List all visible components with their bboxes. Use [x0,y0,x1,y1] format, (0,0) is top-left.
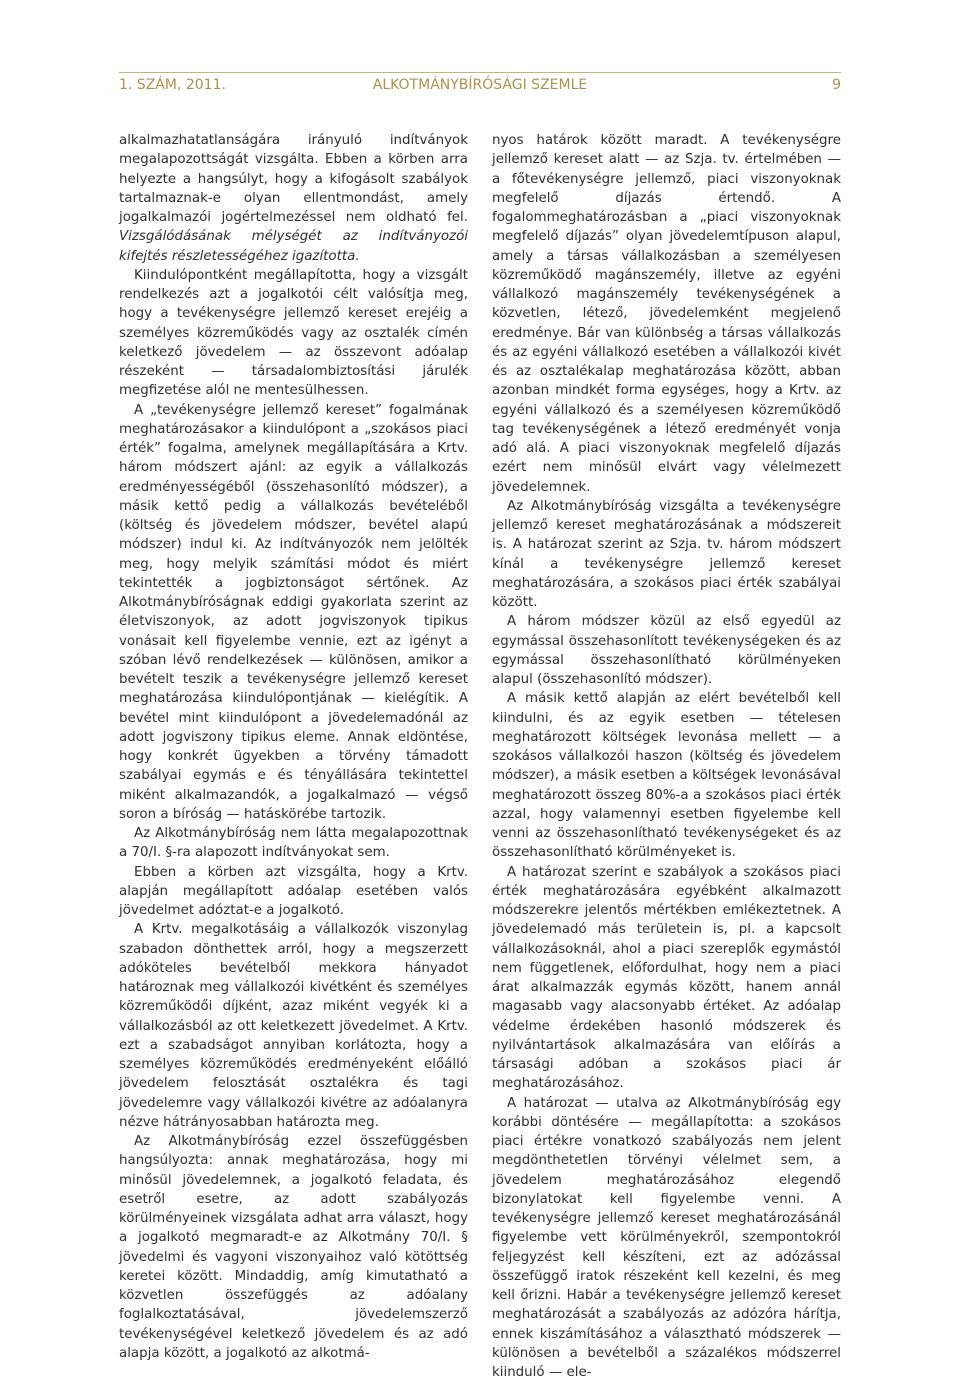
paragraph: Az Alkotmánybíróság ezzel összefüggésben hangsúlyozta: annak meghatározása, hogy mi minősül jövedelemnek, a jogalkotó feladata, és esetről esetre, az adott szabályozás körülményeinek vizsgálata adhat arra választ, hogy a jogalkotó megmaradt-e az Alkotmány 70/I. § jövedelmi és vagyoni viszonyaihoz való kötöttség keretei között. Mindaddig, amíg kimutatható a közvetlen összefüggés az adóalany foglalkoztatásával, jövedelemszerző tevékenységével keletkező jövedelem és az adó alapja között, a jogalkotó az alkotmá- [119,1132,468,1363]
paragraph: nyos határok között maradt. A tevékenységre jellemző kereset alatt — az Szja. tv. értelmében — a főtevékenységre jellemző, piaci viszonyoknak megfelelő díjazás értendő. A fogalommeghatározásban a „piaci viszonyoknak megfelelő díjazás” olyan jövedelemtípuson alapul, amely a társas vállalkozásban a személyesen közreműködő magánszemély, illetve az egyéni vállalkozó magánszemély tevékenységének a közvetlen, létező, jövedelemként megjelenő eredménye. Bár van különbség a társas vállalkozás és az egyéni vállalkozó esetében a vállalkozói kivét és az osztalékalap meghatározása között, abban azonban mindkét forma egységes, hogy a Krtv. az egyéni vállalkozó és a személyesen közreműködő tag tevékenységének a létező eredményét vonja adó alá. A piaci viszonyoknak megfelelő díjazás ezért nem minősül elvárt vagy vélelmezett jövedelemnek. [492,131,841,497]
right-column [492,131,841,1382]
paragraph: Az Alkotmánybíróság nem látta megalapozottnak a 70/I. §-ra alapozott indítványokat sem. [119,824,468,863]
paragraph: A Krtv. megalkotásáig a vállalkozók viszonylag szabadon dönthettek arról, hogy a megszerzett adóköteles bevételből mekkora hányadot határoznak meg vállalkozói kivétként és személyes közreműködői díjként, azaz miként vegyék ki a vállalkozásból az ott keletkezett jövedelmet. A Krtv. ezt a szabadságot annyiban korlátozta, hogy a személyes közreműködés eredményeként előálló jövedelem felosztását osztalékra és tagi jövedelemre vagy vállalkozói kivétre az adóalanyra nézve hátrányosabban határozta meg. [119,920,468,1132]
paragraph: A három módszer közül az első egyedül az egymással összehasonlított tevékenységeken és az egymással összehasonlítható körülményeken alapul (összehasonlító módszer). [492,612,841,689]
paragraph: Ebben a körben azt vizsgálta, hogy a Krtv. alapján megállapított adóalap esetében valós jövedelmet adóztat-e a jogalkotó. [119,863,468,921]
paragraph: A másik kettő alapján az elért bevételből kell kiindulni, és az egyik esetben — tételesen meghatározott költségek levonása mellett — a szokásos vállalkozói haszon (költség és jövedelem módszer), a másik esetben a költségek levonásával meghatározott összeg 80%-a a szokásos piaci érték azzal, hogy valamennyi esetben figyelembe kell venni az összehasonlítható tevékenységeket és az összehasonlítható körülményeket is. [492,689,841,862]
paragraph: A határozat szerint e szabályok a szokásos piaci érték meghatározására egyébként alkalmazott módszerekre jelentős mértékben emlékeztetnek. A jövedelemadó más területein is, pl. a kapcsolt vállalkozásoknál, ahol a piaci szereplők egymástól nem függetlenek, előfordulhat, hogy nem a piaci árat alkalmazzák egymás között, hanem annál magasabb vagy alacsonyabb értéket. Az adóalap védelme érdekében hasonló módszerek és nyilvántartások alkalmazására van előírás a társasági adóban a szokásos piaci ár meghatározásához. [492,863,841,1094]
paragraph: Kiindulópontként megállapította, hogy a vizsgált rendelkezés azt a jogalkotói célt valósítja meg, hogy a tevékenységre jellemző kereset erejéig a személyes közreműködés vagy az osztalék címén keletkező jövedelem — az összevont adóalap részeként — társadalombiztosítási járulék megfizetése alól ne mentesülhessen. [119,266,468,401]
paragraph: A határozat — utalva az Alkotmánybíróság egy korábbi döntésére — megállapította: a szokásos piaci értékre vonatkozó szabályozás nem jelent megdönthetetlen törvényi vélelmet sem, a jövedelem meghatározásához elegendő bizonylatokat kell figyelembe venni. A tevékenységre jellemző kereset meghatározásánál figyelembe vett körülményekről, szempontokról feljegyzést kell készíteni, ezt az adózással összefüggő iratok részeként kell kezelni, és meg kell őrizni. Habár a tevékenységre jellemző kereset meghatározását a szabályozás az adózóra hárítja, ennek kiszámításához a választható módszerek — különösen a bevételből a százalékos módszerrel kiinduló — ele- [492,1094,841,1382]
paragraph: A „tevékenységre jellemző kereset” fogalmának meghatározásakor a kiindulópont a „szokásos piaci érték” fogalma, amelynek megállapítására a Krtv. három módszert ajánl: az egyik a vállalkozás eredményességéből (összehasonlító módszer), a másik kettő pedig a vállalkozás bevételéből (költség és jövedelem módszer, bevétel alapú módszer) indul ki. Az indítványozók nem jelölték meg, hogy melyik számítási módot és miért tekintették a jogbiztonságot sértőnek. Az Alkotmánybíróságnak eddigi gyakorlata szerint az életviszonyok, az adott jogviszonyok tipikus vonásait kell figyelembe vennie, ezt az igényt a szóban lévő rendelkezések — különösen, amikor a bevételt teszik a tevékenységre jellemző kereset meghatározása kiindulópontjának — kielégítik. A bevétel mint kiindulópont a jövedelemadónál az adott jogviszony tipikus eleme. Annak eldöntése, hogy konkrét ügyekben a törvény támadott szabályai egymás e és tényállására tekintettel miként alkalmazandók, a jogalkalmazó — végső soron a bíróság — hatáskörébe tartozik. [119,401,468,825]
page-number: 9 [832,77,841,93]
left-column [119,131,468,1363]
issue-label: 1. SZÁM, 2011. [119,77,226,93]
header-rule [119,72,841,73]
paragraph: Az Alkotmánybíróság vizsgálta a tevékenységre jellemző kereset meghatározásának a módszereit is. A határozat szerint az Szja. tv. három módszert kínál a tevékenységre jellemző kereset meghatározására, a szokásos piaci érték szabályai között. [492,497,841,613]
journal-title: ALKOTMÁNYBÍRÓSÁGI SZEMLE [119,77,841,93]
running-header [119,72,841,98]
paragraph: alkalmazhatatlanságára irányuló indítványok megalapozottságát vizsgálta. Ebben a körben arra helyezte a hangsúlyt, hogy a kifogásolt szabályok tartalmaznak-e olyan ellentmondást, amely jogalkalmazói jogértelmezéssel nem oldható fel. Vizsgálódásának mélységét az indítványozói kifejtés részletességéhez igazította. [119,131,468,266]
